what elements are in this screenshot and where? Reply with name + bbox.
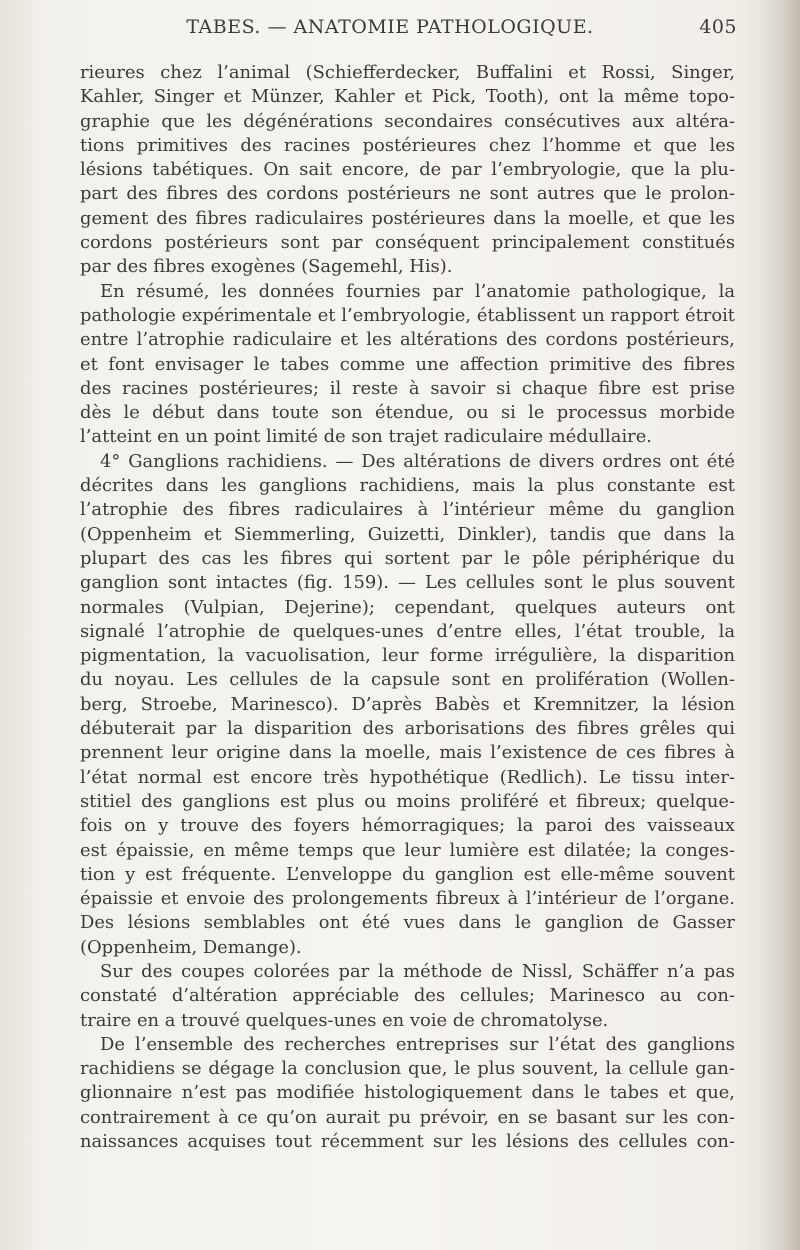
text-line: ganglion sont intactes (fig. 159). — Les cellules sont le plus souvent (80, 572, 735, 594)
text-line: l’état normal est encore très hypothétique (Redlich). Le tissu inter- (80, 766, 735, 788)
text-line: pigmentation, la vacuolisation, leur forme irrégulière, la disparition (80, 645, 735, 667)
text-line: du noyau. Les cellules de la capsule sont en prolifération (Wollen- (80, 669, 735, 691)
text-line: plupart des cas les fibres qui sortent par le pôle périphérique du (80, 547, 735, 569)
text-line: prennent leur origine dans la moelle, mais l’existence de ces fibres à (80, 742, 735, 764)
text-line: entre l’atrophie radiculaire et les altérations des cordons postérieurs, (80, 329, 735, 351)
text-line: fois on y trouve des foyers hémorragiques; la paroi des vaisseaux (80, 815, 735, 837)
text-line: et font envisager le tabes comme une affection primitive des fibres (80, 353, 735, 375)
text-line: des racines postérieures; il reste à savoir si chaque fibre est prise (80, 377, 735, 399)
text-line: normales (Vulpian, Dejerine); cependant, quelques auteurs ont (80, 596, 735, 618)
text-line: signalé l’atrophie de quelques-unes d’entre elles, l’état trouble, la (80, 620, 735, 642)
text-line: (Oppenheim et Siemmerling, Guizetti, Dinkler), tandis que dans la (80, 523, 735, 545)
text-line: Kahler, Singer et Münzer, Kahler et Pick, Tooth), ont la même topo- (80, 86, 735, 108)
text-line: décrites dans les ganglions rachidiens, mais la plus constante est (80, 475, 735, 497)
text-line: (Oppenheim, Demange). (80, 936, 302, 958)
text-line: est épaissie, en même temps que leur lumière est dilatée; la conges- (80, 839, 735, 861)
text-line: En résumé, les données fournies par l’anatomie pathologique, la (100, 280, 735, 302)
page-number: 405 (699, 16, 737, 38)
text-line: part des fibres des cordons postérieurs ne sont autres que le prolon- (80, 183, 735, 205)
text-line: pathologie expérimentale et l’embryologie, établissent un rapport étroit (80, 304, 735, 326)
page-edge-shadow (762, 0, 800, 1250)
text-line: traire en a trouvé quelques-unes en voie de chromatolyse. (80, 1009, 609, 1031)
text-line: l’atrophie des fibres radiculaires à l’intérieur même du ganglion (80, 499, 735, 521)
text-line: épaissie et envoie des prolongements fibreux à l’intérieur de l’organe. (80, 888, 735, 910)
page-header (80, 16, 737, 46)
text-line: lésions tabétiques. On sait encore, de par l’embryologie, que la plu- (80, 159, 735, 181)
text-line: berg, Stroebe, Marinesco). D’après Babès et Kremnitzer, la lésion (80, 693, 735, 715)
body-text (80, 61, 735, 1154)
text-line: naissances acquises tout récemment sur les lésions des cellules con- (80, 1131, 735, 1153)
text-line: Des lésions semblables ont été vues dans le ganglion de Gasser (80, 912, 735, 934)
text-line: constaté d’altération appréciable des cellules; Marinesco au con- (80, 985, 735, 1007)
text-line: graphie que les dégénérations secondaires consécutives aux altéra- (80, 110, 735, 132)
running-title: TABES. — ANATOMIE PATHOLOGIQUE. (186, 16, 594, 38)
text-line: par des fibres exogènes (Sagemehl, His). (80, 256, 453, 278)
text-line: cordons postérieurs sont par conséquent principalement constitués (80, 232, 735, 254)
text-line: Sur des coupes colorées par la méthode de Nissl, Schäffer n’a pas (100, 960, 735, 982)
text-line: contrairement à ce qu’on aurait pu prévoir, en se basant sur les con- (80, 1106, 735, 1128)
text-line: De l’ensemble des recherches entreprises sur l’état des ganglions (100, 1033, 735, 1055)
text-line: stitiel des ganglions est plus ou moins proliféré et fibreux; quelque- (80, 790, 735, 812)
text-line: tions primitives des racines postérieures chez l’homme et que les (80, 134, 735, 156)
text-line: 4° Ganglions rachidiens. — Des altérations de divers ordres ont été (100, 450, 735, 472)
text-line: dès le début dans toute son étendue, ou si le processus morbide (80, 402, 735, 424)
text-line: gement des fibres radiculaires postérieures dans la moelle, et que les (80, 207, 735, 229)
text-line: rieures chez l’animal (Schiefferdecker, Buffalini et Rossi, Singer, (80, 62, 735, 83)
text-line: débuterait par la disparition des arborisations des fibres grêles qui (80, 718, 735, 740)
text-line: rachidiens se dégage la conclusion que, le plus souvent, la cellule gan- (80, 1058, 735, 1080)
text-line: tion y est fréquente. L’enveloppe du ganglion est elle-même souvent (80, 863, 735, 885)
text-line: glionnaire n’est pas modifiée histologiquement dans le tabes et que, (80, 1082, 735, 1104)
text-line: l’atteint en un point limité de son trajet radiculaire médullaire. (80, 426, 652, 448)
